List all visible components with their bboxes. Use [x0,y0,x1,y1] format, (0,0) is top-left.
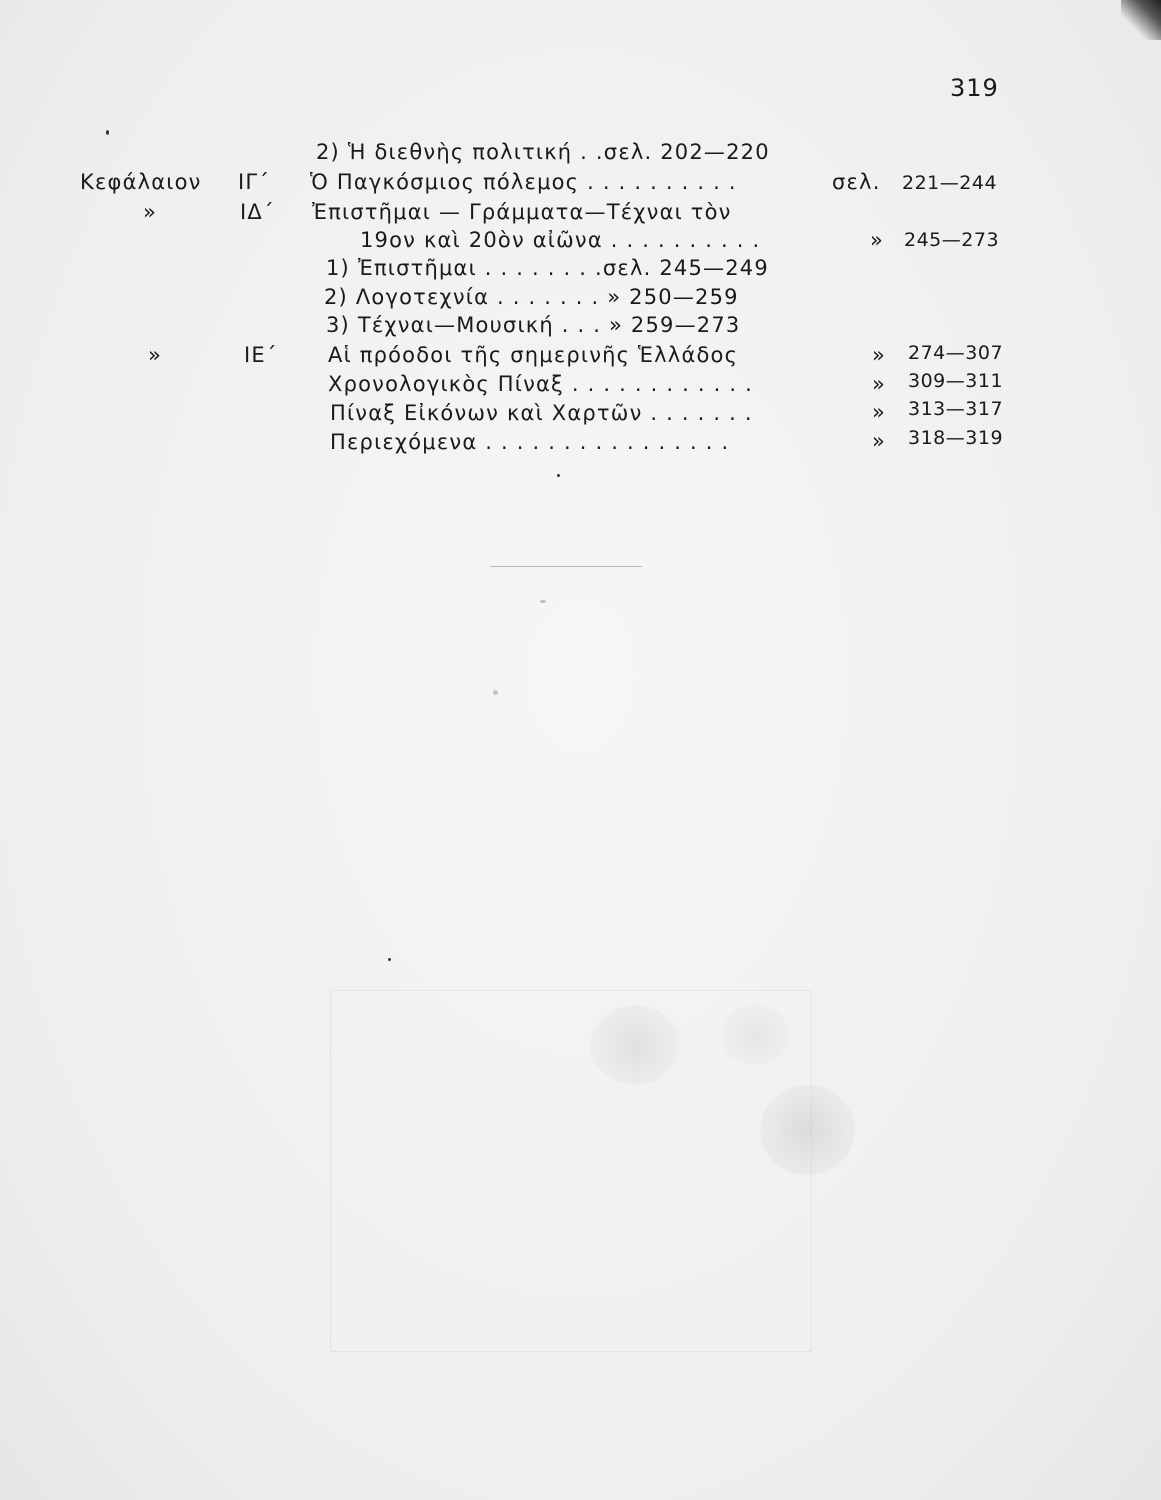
bleed-through-frame [330,990,812,1352]
toc-entry-title: Περιεχόμενα . . . . . . . . . . . . . . . . [330,430,730,454]
toc-entry-title: Ἐπιστῆμαι — Γράμματα—Τέχναι τὸν [312,200,732,224]
toc-page-prefix: » [872,372,887,396]
section-divider [490,566,642,567]
toc-chapter-number: ΙΓ΄ [238,170,270,194]
toc-page-range: 313—317 [908,398,1004,420]
toc-page-prefix: » [872,400,887,424]
toc-page-range: 245—273 [904,229,1000,251]
toc-page-range: 274—307 [908,342,1004,364]
toc-page-prefix: » [872,429,887,453]
toc-entry-title: 3) Τέχναι—Μουσική . . . » 259—273 [326,313,741,337]
toc-page-prefix: » [870,228,885,252]
toc-chapter-number: ΙΕ΄ [244,343,278,367]
toc-entry-title: Πίναξ Εἰκόνων καὶ Χαρτῶν . . . . . . . [330,401,753,425]
toc-entry-title: 19ον καὶ 20ὸν αἰῶνα . . . . . . . . . . [360,228,761,252]
toc-page-range: 318—319 [908,427,1004,449]
toc-chapter-number: ΙΔ΄ [240,200,275,224]
ink-speck [493,690,498,695]
toc-chapter-label: » [143,200,158,224]
toc-entry-title: 1) Ἐπιστῆμαι . . . . . . . .σελ. 245—249 [326,256,769,280]
ink-speck [540,600,546,603]
toc-entry-title: Αἱ πρόοδοι τῆς σημερινῆς Ἑλλάδος [328,343,739,367]
toc-entry-title: Χρονολογικὸς Πίναξ . . . . . . . . . . . . [328,372,753,396]
toc-chapter-label: » [148,343,163,367]
toc-chapter-label: Κεφάλαιον [80,170,202,194]
toc-page-prefix: » [872,343,887,367]
toc-page-range: 309—311 [908,370,1004,392]
toc-page-prefix: σελ. [832,170,881,194]
table-of-contents [0,0,1161,600]
ink-speck [388,958,391,961]
page-number: 319 [950,74,999,102]
toc-entry-title: Ὁ Παγκόσμιος πόλεμος . . . . . . . . . . [310,170,737,194]
toc-entry-title: 2) Λογοτεχνία . . . . . . . » 250—259 [324,285,739,309]
toc-entry-title: 2) Ἡ διεθνὴς πολιτική . .σελ. 202—220 [316,140,770,164]
toc-page-range: 221—244 [902,172,998,194]
